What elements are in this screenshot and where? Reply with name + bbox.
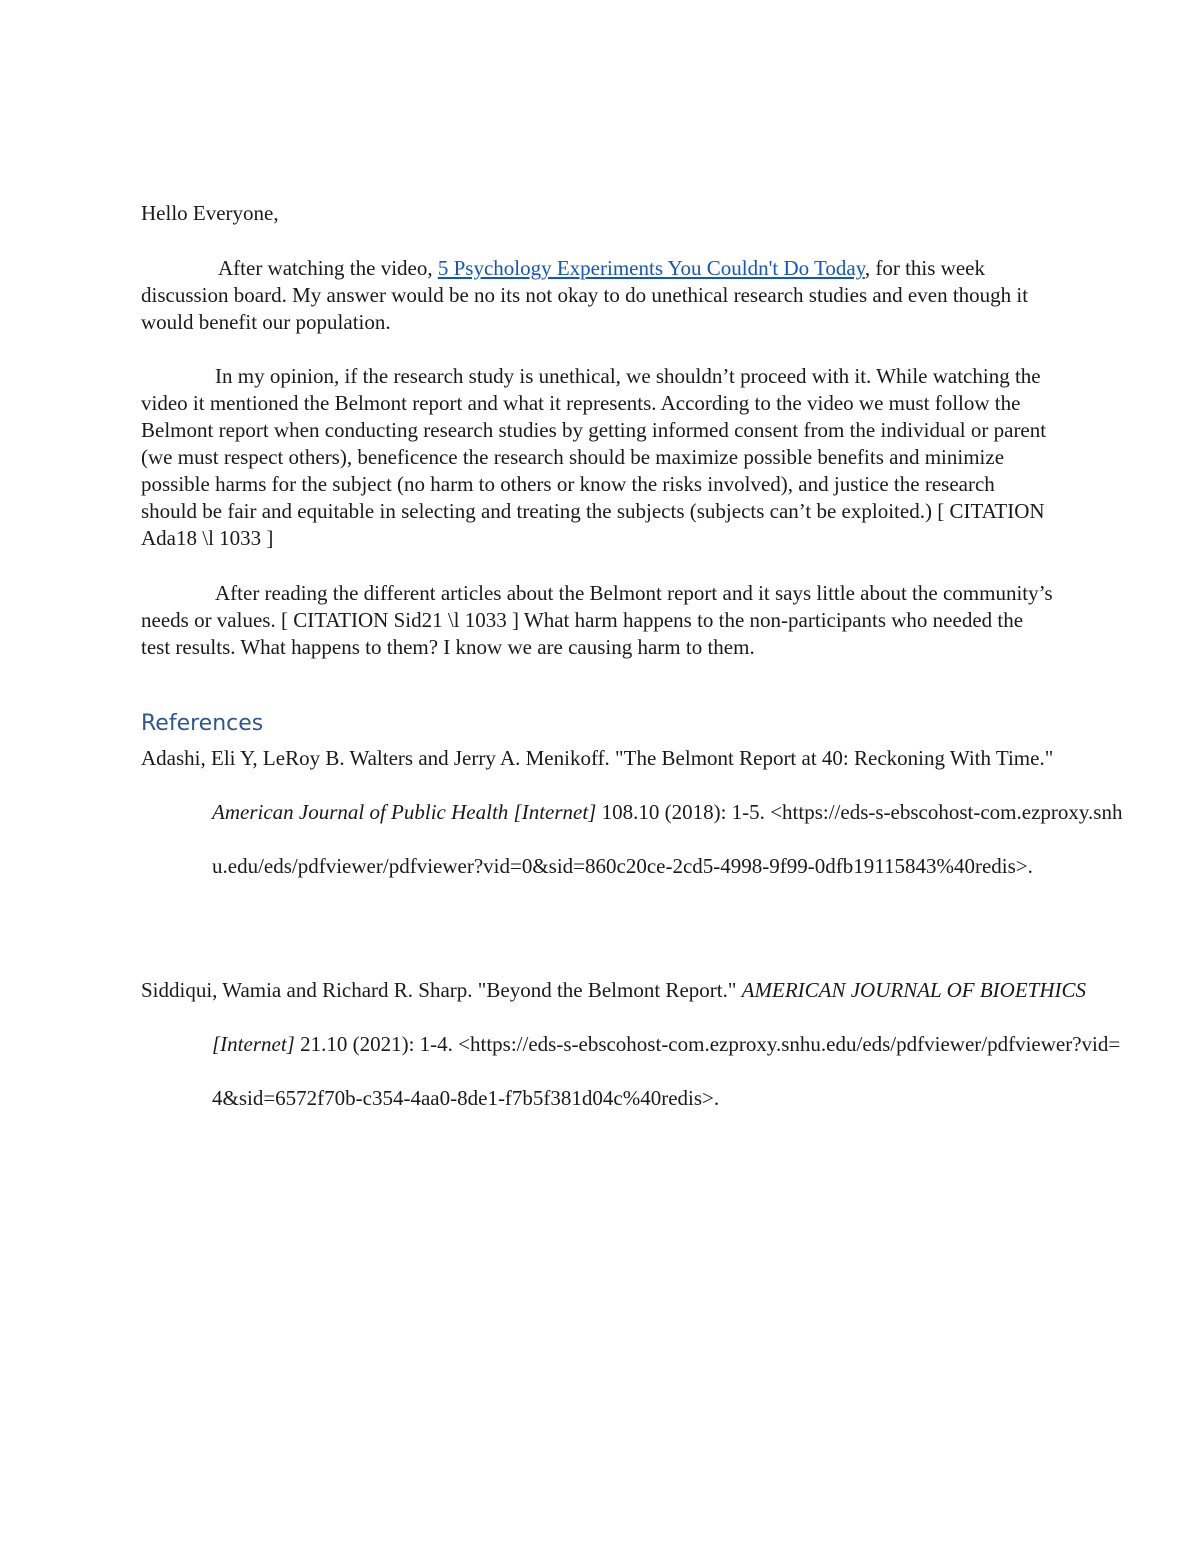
- reference-journal: AMERICAN JOURNAL OF BIOETHICS [Internet]: [212, 978, 1086, 1056]
- references-heading: References: [141, 711, 264, 736]
- paragraph-2: [141, 363, 1056, 552]
- paragraph-1-intro: After watching the video,: [218, 256, 438, 280]
- paragraph-3-text: After reading the different articles about the Belmont report and it says little about the community’s needs or values. [ CITATION Sid21 \l 1033 ] What harm happens to the non-participants who needed the test results. What happens to them? I know we are causing harm to them.: [141, 581, 1053, 659]
- paragraph-1: [141, 255, 1056, 336]
- reference-item: [141, 963, 1127, 1125]
- reference-details: 108.10 (2018): 1-5.: [596, 800, 771, 824]
- reference-authors-title: Adashi, Eli Y, LeRoy B. Walters and Jerry A. Menikoff. "The Belmont Report at 40: Reckoning With Time.": [141, 746, 1054, 770]
- reference-url: <https://eds-s-ebscohost-com.ezproxy.snhu.edu/eds/pdfviewer/pdfviewer?vid=4&sid=6572f70b-c354-4aa0-8de1-f7b5f381d04c%40redis>.: [212, 1032, 1121, 1110]
- greeting: Hello Everyone,: [141, 201, 279, 225]
- paragraph-3: [141, 580, 1056, 661]
- reference-details: 21.10 (2021): 1-4.: [294, 1032, 459, 1056]
- reference-journal: American Journal of Public Health [Internet]: [212, 800, 597, 824]
- paragraph-2-text: In my opinion, if the research study is unethical, we shouldn’t proceed with it. While watching the video it mentioned the Belmont report and what it represents. According to the video we must follow the Belmont report when conducting research studies by getting informed consent from the individual or parent (we must respect others), beneficence the research should be maximize possible benefits and minimize possible harms for the subject (no harm to others or know the risks involved), and justice the research should be fair and equitable in selecting and treating the subjects (subjects can’t be exploited.) [ CITATION Ada18 \l 1033 ]: [141, 364, 1047, 550]
- reference-authors-title: Siddiqui, Wamia and Richard R. Sharp. "Beyond the Belmont Report.": [141, 978, 742, 1002]
- paragraph-1-rest: , for this week discussion board. My answer would be no its not okay to do unethical research studies and even though it would benefit our population.: [141, 256, 1029, 334]
- video-link[interactable]: 5 Psychology Experiments You Couldn't Do Today: [437, 256, 865, 280]
- reference-url: <https://eds-s-ebscohost-com.ezproxy.snhu.edu/eds/pdfviewer/pdfviewer?vid=0&sid=860c20ce-2cd5-4998-9f99-0dfb19115843%40redis>.: [212, 800, 1123, 878]
- reference-item: [141, 731, 1127, 893]
